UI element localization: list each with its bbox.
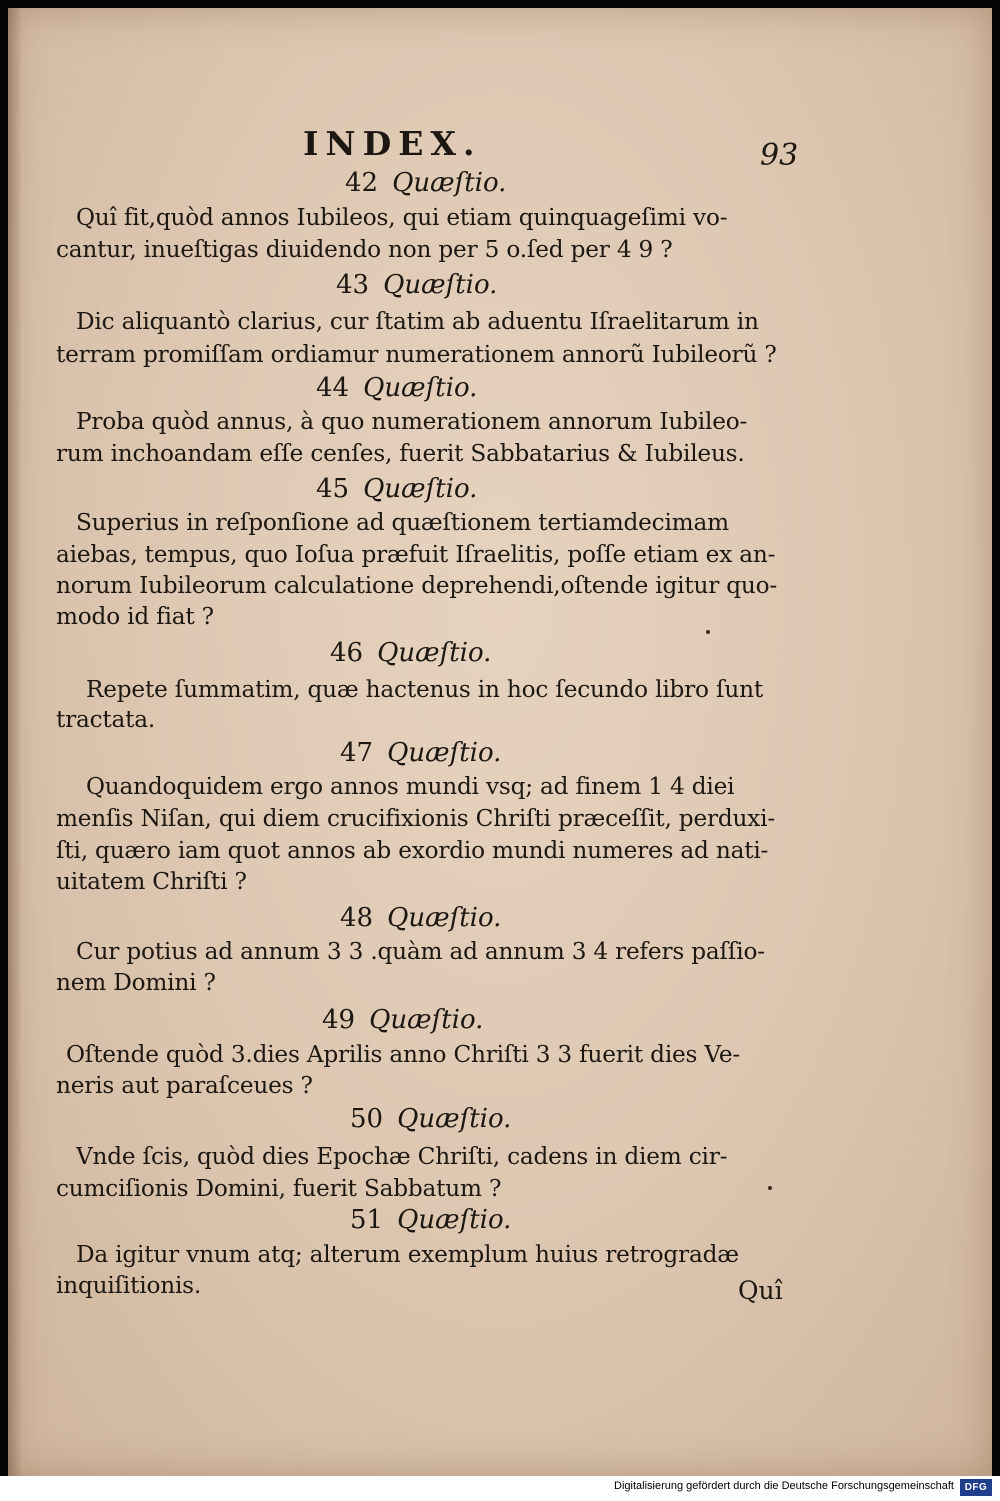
question-text-line: tractata. <box>56 706 156 733</box>
question-text-line: Repete ſummatim, quæ hactenus in hoc ſecundo libro ſunt <box>86 676 763 703</box>
question-text-line: norum Iubileorum calculatione deprehendi,oſtende igitur quo- <box>56 572 778 599</box>
question-heading <box>322 1005 483 1035</box>
question-number: 48 <box>340 903 374 933</box>
question-text-line: ſti, quæro iam quot annos ab exordio mundi numeres ad nati- <box>56 837 769 864</box>
question-label: Quæſtio. <box>387 903 502 933</box>
question-text-line: nem Domini ? <box>56 969 216 996</box>
question-label: Quæſtio. <box>392 168 507 198</box>
question-heading <box>340 903 501 933</box>
question-heading <box>316 373 477 403</box>
question-heading <box>340 738 501 768</box>
question-text-line: menſis Niſan, qui diem crucifixionis Chriſti præceſſit, perduxi- <box>56 805 775 832</box>
question-label: Quæſtio. <box>383 270 498 300</box>
question-heading <box>330 638 491 668</box>
question-text-line: uitatem Chriſti ? <box>56 868 247 895</box>
question-text-line: cantur, inueſtigas diuidendo non per 5 o.ſed per 4 9 ? <box>56 236 673 263</box>
question-text-line: terram promiſſam ordiamur numerationem annorũ Iubileorũ ? <box>56 341 777 368</box>
question-text-line: Da igitur vnum atq; alterum exemplum huius retrogradæ <box>76 1241 739 1268</box>
question-text-line: Cur potius ad annum 3 3 .quàm ad annum 3 4 refers paſſio- <box>76 938 765 965</box>
question-number: 47 <box>340 738 374 768</box>
question-number: 50 <box>350 1104 384 1134</box>
page-gutter-shadow <box>8 8 22 1476</box>
question-label: Quæſtio. <box>387 738 502 768</box>
question-text-line: modo id fiat ? <box>56 603 214 630</box>
question-number: 43 <box>336 270 370 300</box>
question-text-line: neris aut paraſceues ? <box>56 1072 313 1099</box>
running-head: INDEX. <box>303 124 482 163</box>
catchword: Quî <box>738 1276 783 1305</box>
question-text-line: Proba quòd annus, à quo numerationem annorum Iubileo- <box>76 408 748 435</box>
question-number: 51 <box>350 1205 384 1235</box>
question-text-line: inquiſitionis. <box>56 1272 202 1299</box>
digitization-footer <box>0 1476 1000 1501</box>
question-number: 44 <box>316 373 350 403</box>
question-heading <box>336 270 497 300</box>
question-number: 46 <box>330 638 364 668</box>
dfg-logo: DFG <box>960 1479 992 1496</box>
question-text-line: Superius in reſponſione ad quæſtionem tertiamdecimam <box>76 509 729 536</box>
question-text-line: Quî fit,quòd annos Iubileos, qui etiam quinquageſimi vo- <box>76 204 728 231</box>
question-number: 45 <box>316 474 350 504</box>
question-label: Quæſtio. <box>397 1205 512 1235</box>
question-heading <box>350 1205 511 1235</box>
question-text-line: Vnde ſcis, quòd dies Epochæ Chriſti, cadens in diem cir- <box>76 1143 728 1170</box>
question-heading <box>316 474 477 504</box>
ink-speck <box>768 1186 772 1190</box>
question-text-line: Quandoquidem ergo annos mundi vsq; ad finem 1 4 diei <box>86 773 735 800</box>
question-label: Quæſtio. <box>369 1005 484 1035</box>
question-text-line: Dic aliquantò clarius, cur ſtatim ab aduentu Iſraelitarum in <box>76 308 759 335</box>
question-text-line: Oſtende quòd 3.dies Aprilis anno Chriſti 3 3 fuerit dies Ve- <box>66 1041 741 1068</box>
question-heading <box>345 168 506 198</box>
question-label: Quæſtio. <box>363 474 478 504</box>
footer-credit: Digitalisierung gefördert durch die Deutsche Forschungsgemeinschaft <box>614 1480 954 1492</box>
question-number: 49 <box>322 1005 356 1035</box>
question-text-line: aiebas, tempus, quo Ioſua præfuit Iſraelitis, poſſe etiam ex an- <box>56 541 776 568</box>
question-label: Quæſtio. <box>363 373 478 403</box>
question-label: Quæſtio. <box>397 1104 512 1134</box>
question-heading <box>350 1104 511 1134</box>
question-text-line: rum inchoandam eſſe cenſes, fuerit Sabbatarius & Iubileus. <box>56 440 745 467</box>
page-number: 93 <box>760 138 799 173</box>
ink-speck <box>706 630 710 634</box>
question-number: 42 <box>345 168 379 198</box>
question-text-line: cumciſionis Domini, fuerit Sabbatum ? <box>56 1175 502 1202</box>
question-label: Quæſtio. <box>377 638 492 668</box>
